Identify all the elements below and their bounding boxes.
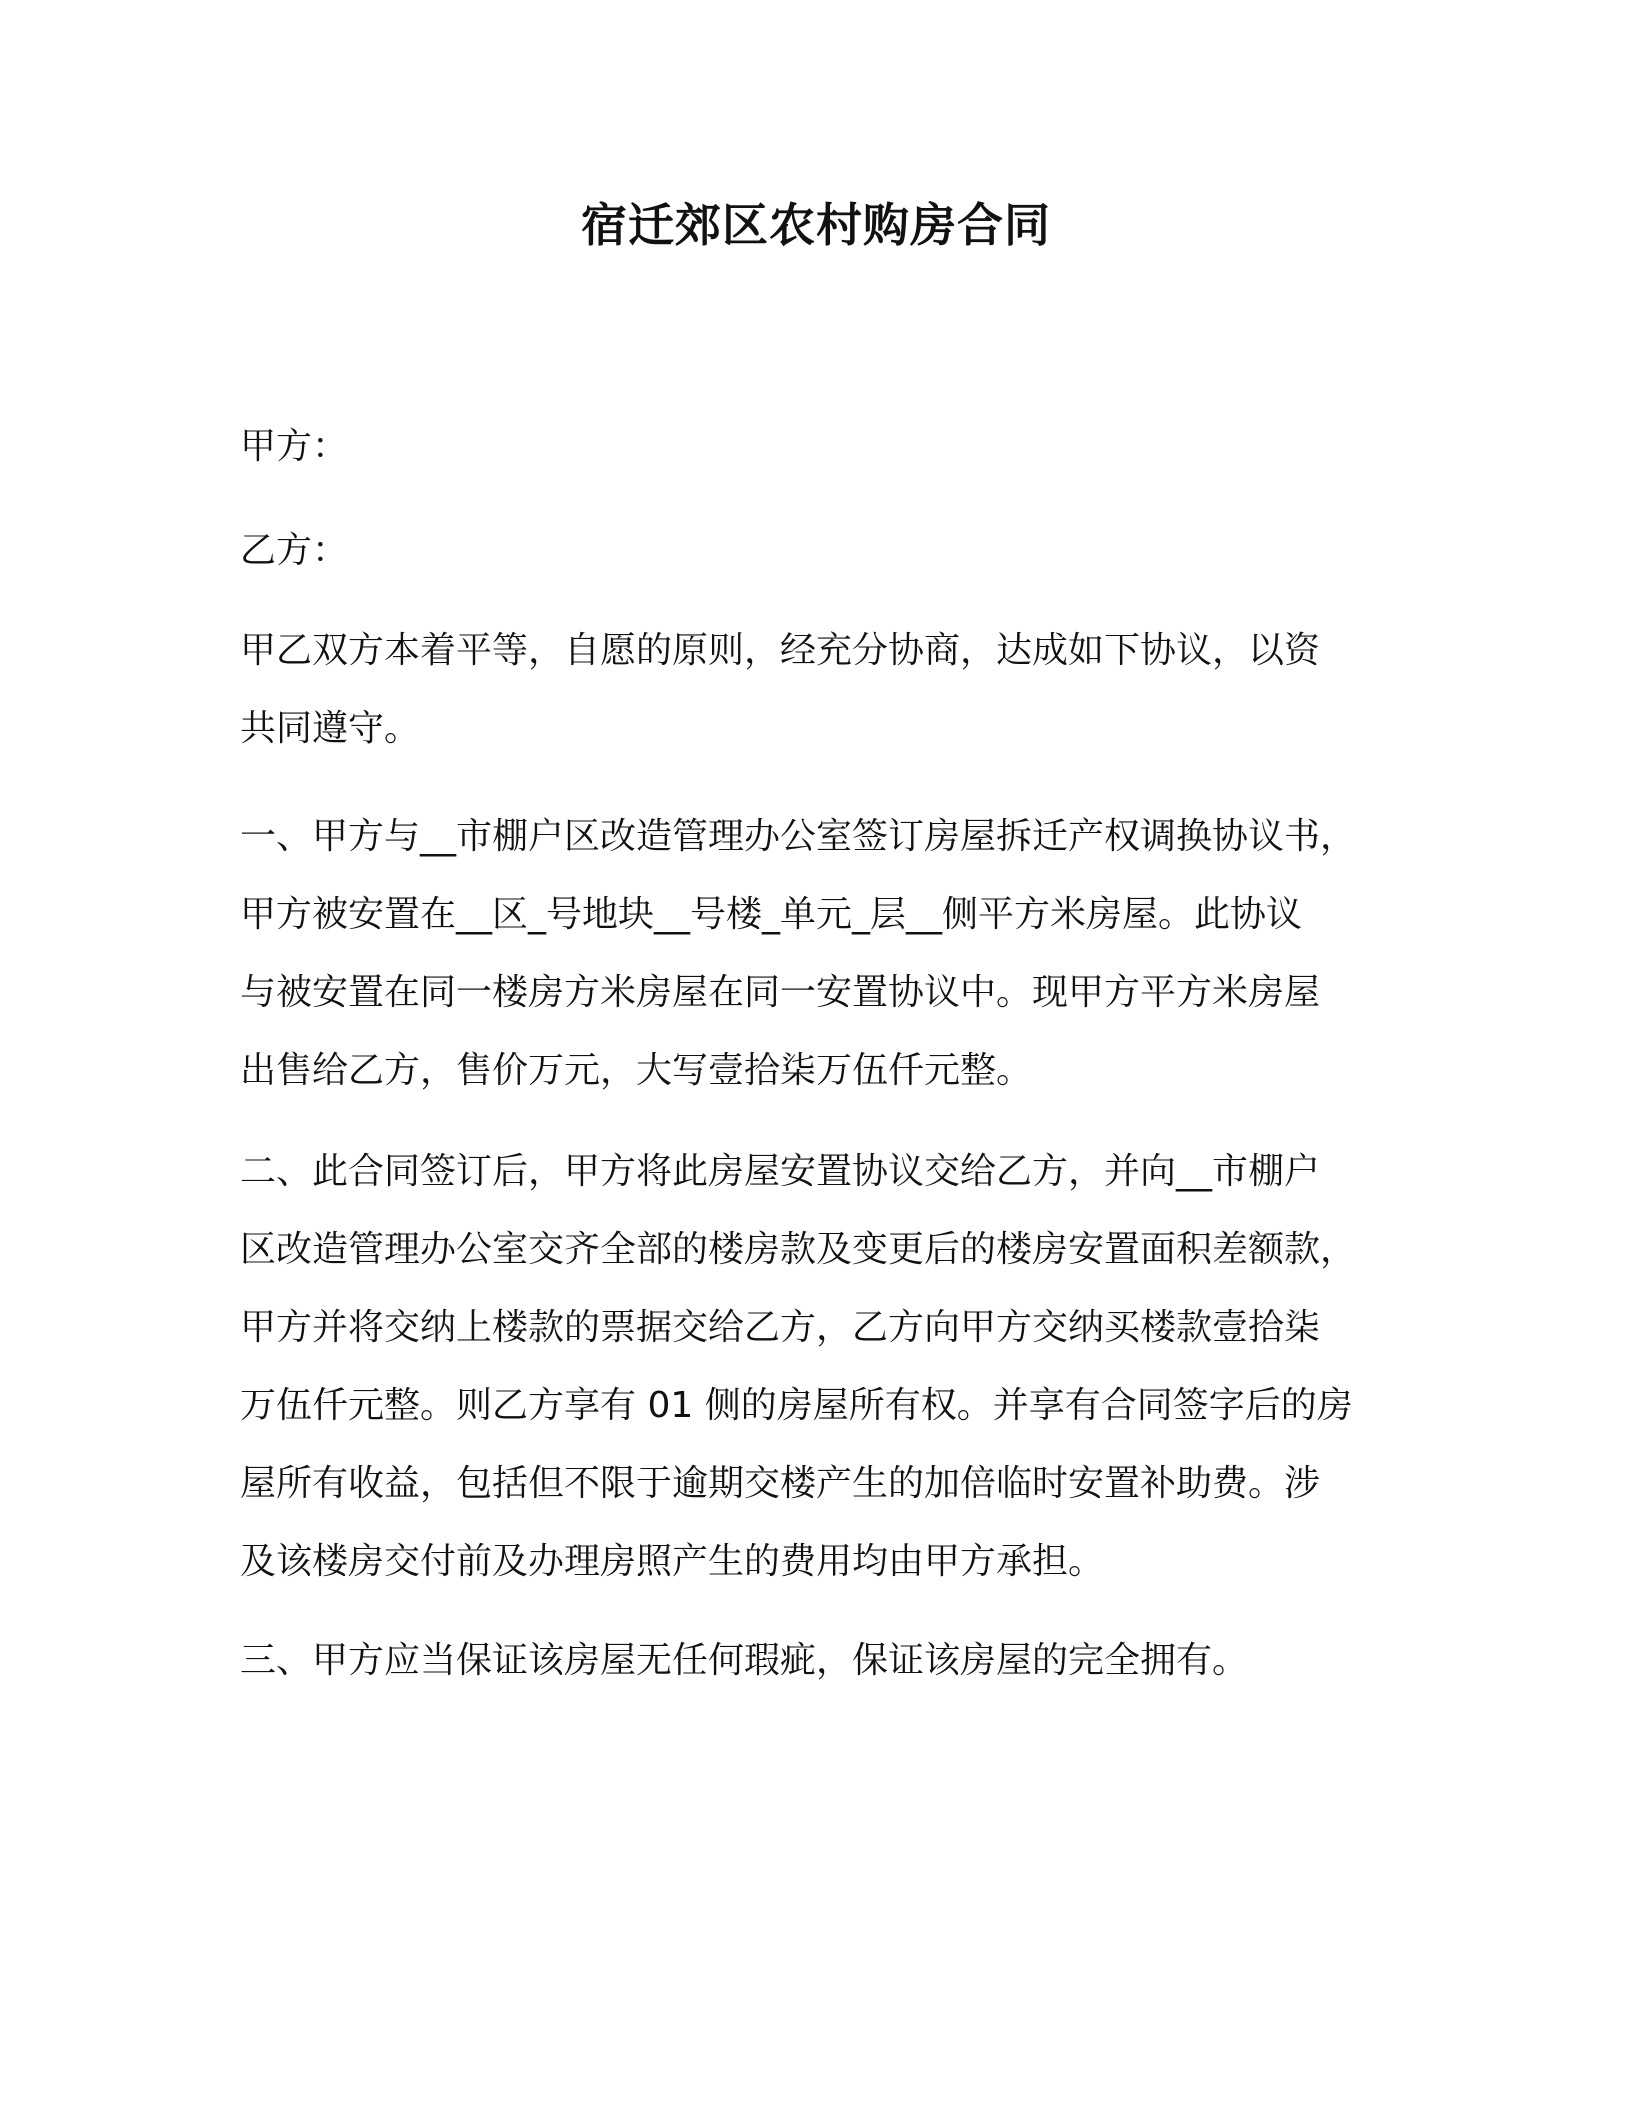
- clause-one-line: 出售给乙方，售价万元，大写壹拾柒万伍仟元整。: [240, 1050, 1033, 1091]
- clause-two-line: 区改造管理办公室交齐全部的楼房款及变更后的楼房安置面积差额款，: [240, 1229, 1357, 1270]
- document-title: 宿迁郊区农村购房合同: [581, 198, 1051, 252]
- clause-two-line: 二、此合同签订后，甲方将此房屋安置协议交给乙方，并向__市棚户: [240, 1151, 1321, 1192]
- intro-line: 共同遵守。: [240, 708, 421, 749]
- clause-three-paragraph: [240, 1622, 1380, 1700]
- clause-two-line: 甲方并将交纳上楼款的票据交给乙方，乙方向甲方交纳买楼款壹拾柒: [240, 1307, 1321, 1348]
- intro-line: 甲乙双方本着平等，自愿的原则，经充分协商，达成如下协议，以资: [240, 630, 1321, 671]
- clause-one-line: 甲方被安置在__区_号地块__号楼_单元_层__侧平方米房屋。此协议: [240, 894, 1303, 935]
- party-b-label: 乙方：: [240, 530, 349, 571]
- party-a-label: 甲方：: [240, 426, 349, 467]
- clause-one-paragraph: [240, 798, 1380, 1110]
- clause-two-line: 万伍仟元整。则乙方享有 01 侧的房屋所有权。并享有合同签字后的房: [240, 1385, 1353, 1426]
- clause-one-line: 一、甲方与__市棚户区改造管理办公室签订房屋拆迁产权调换协议书，: [240, 816, 1357, 857]
- clause-two-line: 及该楼房交付前及办理房照产生的费用均由甲方承担。: [240, 1541, 1105, 1582]
- clause-one-line: 与被安置在同一楼房方米房屋在同一安置协议中。现甲方平方米房屋: [240, 972, 1321, 1013]
- clause-two-paragraph: [240, 1133, 1380, 1601]
- clause-three-line: 三、甲方应当保证该房屋无任何瑕疵，保证该房屋的完全拥有。: [240, 1640, 1249, 1681]
- intro-paragraph: [240, 612, 1380, 768]
- clause-two-line: 屋所有收益，包括但不限于逾期交楼产生的加倍临时安置补助费。涉: [240, 1463, 1321, 1504]
